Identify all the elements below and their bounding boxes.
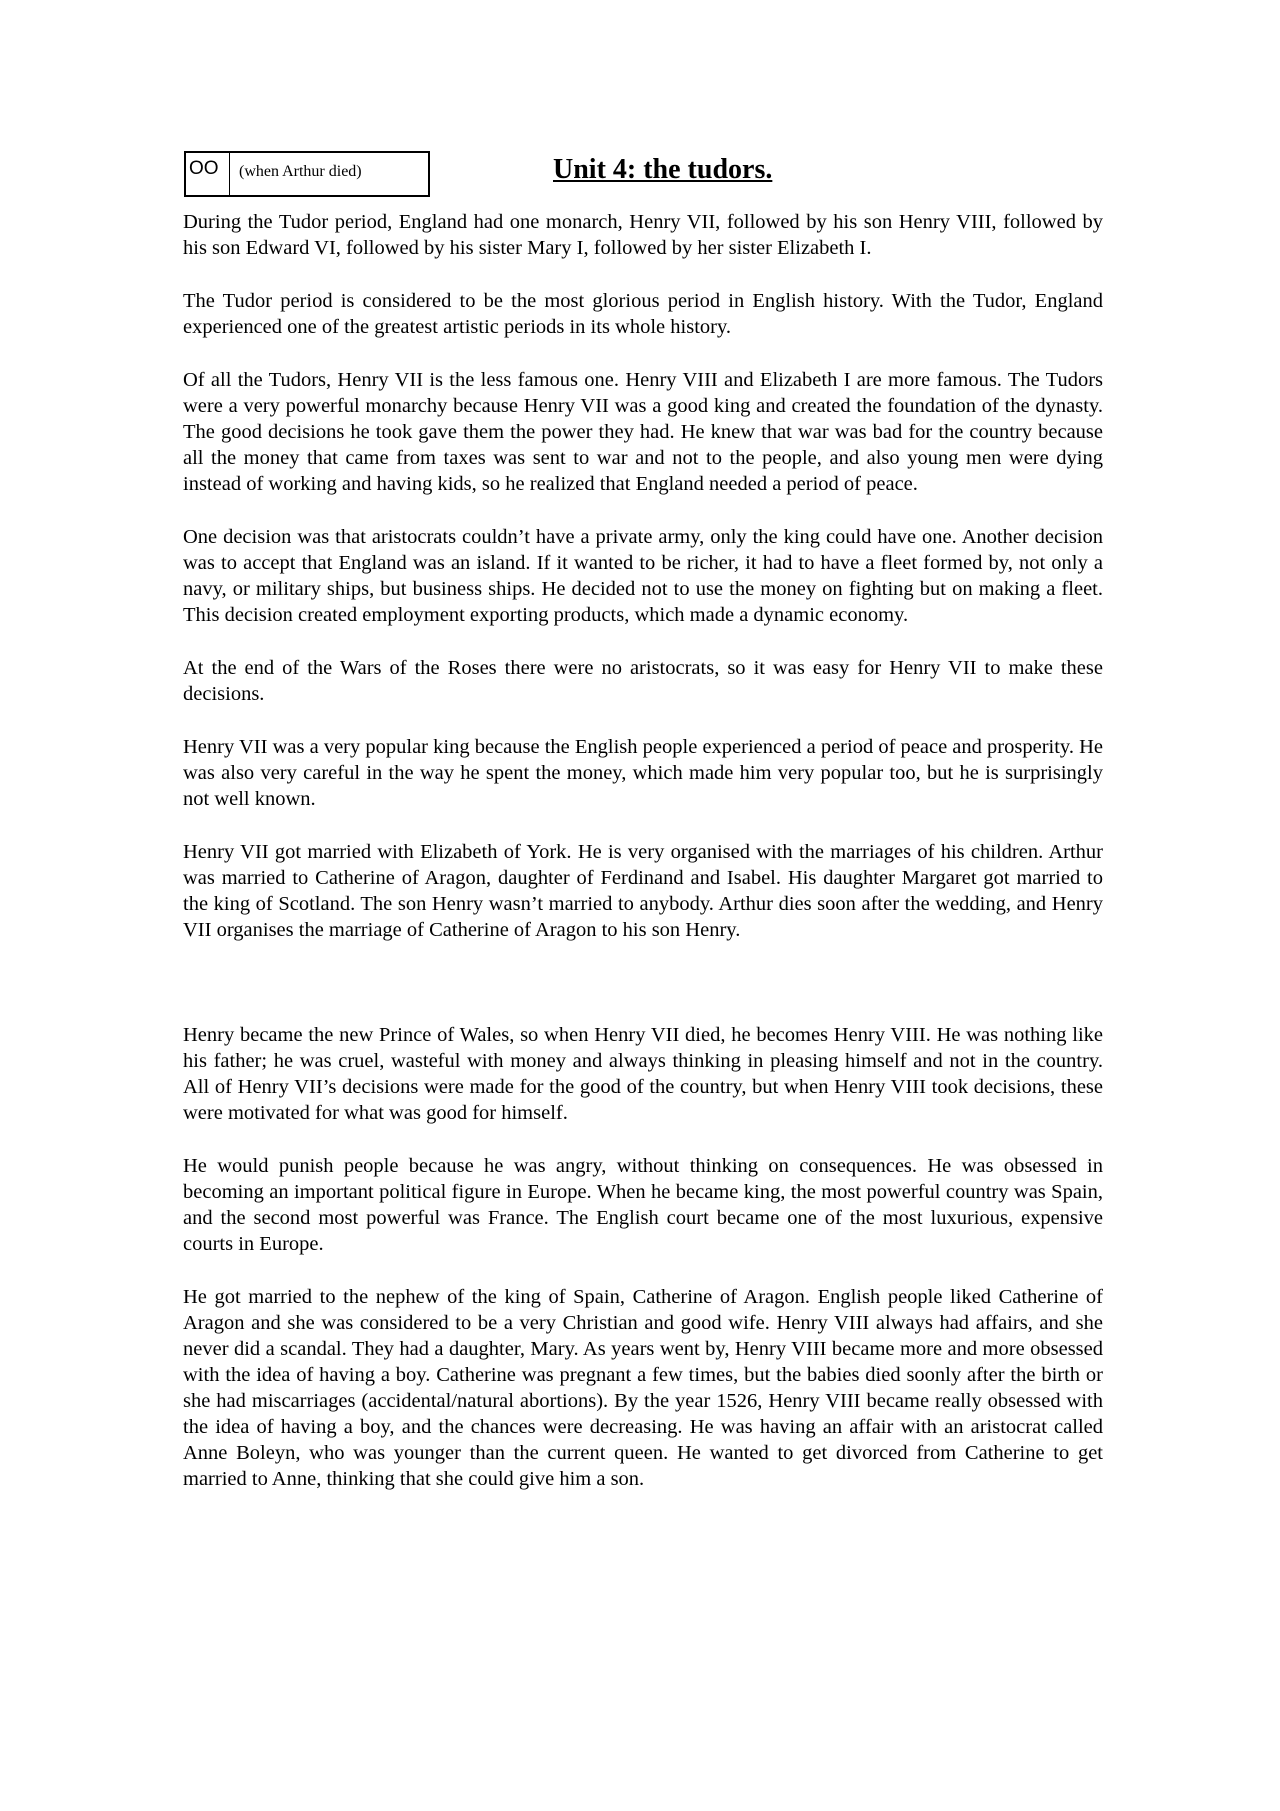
page-title: Unit 4: the tudors. xyxy=(553,154,773,185)
paragraph-marriages: Henry VII got married with Elizabeth of York. He is very organised with the marriages of his children. Arthur was married to Catherine of Aragon, daughter of Ferdinand and Isabel. His daughter Margaret got married to the king of Scotland. The son Henry wasn’t married to anybody. Arthur dies soon after the wedding, and Henry VII organises the marriage of Catherine of Aragon to his son Henry. xyxy=(183,841,1103,941)
paragraph-popular-king: Henry VII was a very popular king because the English people experienced a period of peace and prosperity. He was also very careful in the way he spent the money, which made him very popular too, but he is surprisingly not well known. xyxy=(183,736,1103,810)
paragraph-henry-viii: Henry became the new Prince of Wales, so when Henry VII died, he becomes Henry VIII. He was nothing like his father; he was cruel, wasteful with money and always thinking in pleasing himself and not in the country. All of Henry VII’s decisions were made for the good of the country, but when Henry VIII took decisions, these were motivated for what was good for himself. xyxy=(183,1024,1103,1124)
paragraph-tudor-monarchs: During the Tudor period, England had one monarch, Henry VII, followed by his son Henry VIII, followed by his son Edward VI, followed by his sister Mary I, followed by her sister Elizabeth I. xyxy=(183,211,1103,259)
paragraph-wars-of-roses: At the end of the Wars of the Roses there were no aristocrats, so it was easy for Henry VII to make these decisions. xyxy=(183,657,1103,705)
paragraph-punish-people: He would punish people because he was angry, without thinking on consequences. He was obsessed in becoming an important political figure in Europe. When he became king, the most powerful country was Spain, and the second most powerful was France. The English court became one of the most luxurious, expensive courts in Europe. xyxy=(183,1155,1103,1255)
paragraph-decisions: One decision was that aristocrats couldn’t have a private army, only the king could have one. Another decision was to accept that England was an island. If it wanted to be richer, it had to have a fleet formed by, not only a navy, or military ships, but business ships. He decided not to use the money on fighting but on making a fleet. This decision created employment exporting products, which made a dynamic economy. xyxy=(183,526,1103,626)
header-code-box xyxy=(184,151,430,197)
header-note: (when Arthur died) xyxy=(239,163,362,180)
body-text xyxy=(183,209,1103,1519)
paragraph-catherine-of-aragon: He got married to the nephew of the king of Spain, Catherine of Aragon. English people liked Catherine of Aragon and she was considered to be a very Christian and good wife. Henry VIII always had affairs, and she never did a scandal. They had a daughter, Mary. As years went by, Henry VIII became more and more obsessed with the idea of having a boy. Catherine was pregnant a few times, but the babies died soonly after the birth or she had miscarriages (accidental/natural abortions). By the year 1526, Henry VIII became really obsessed with the idea of having a boy, and the chances were decreasing. He was having an affair with an aristocrat called Anne Boleyn, who was younger than the current queen. He wanted to get divorced from Catherine to get married to Anne, thinking that she could give him a son. xyxy=(183,1286,1103,1490)
header-code: OO xyxy=(186,153,230,195)
paragraph-glorious-period: The Tudor period is considered to be the most glorious period in English history. With the Tudor, England experienced one of the greatest artistic periods in its whole history. xyxy=(183,290,1103,338)
paragraph-henry-vii: Of all the Tudors, Henry VII is the less famous one. Henry VIII and Elizabeth I are more famous. The Tudors were a very powerful monarchy because Henry VII was a good king and created the foundation of the dynasty. The good decisions he took gave them the power they had. He knew that war was bad for the country because all the money that came from taxes was sent to war and not to the people, and also young men were dying instead of working and having kids, so he realized that England needed a period of peace. xyxy=(183,369,1103,495)
